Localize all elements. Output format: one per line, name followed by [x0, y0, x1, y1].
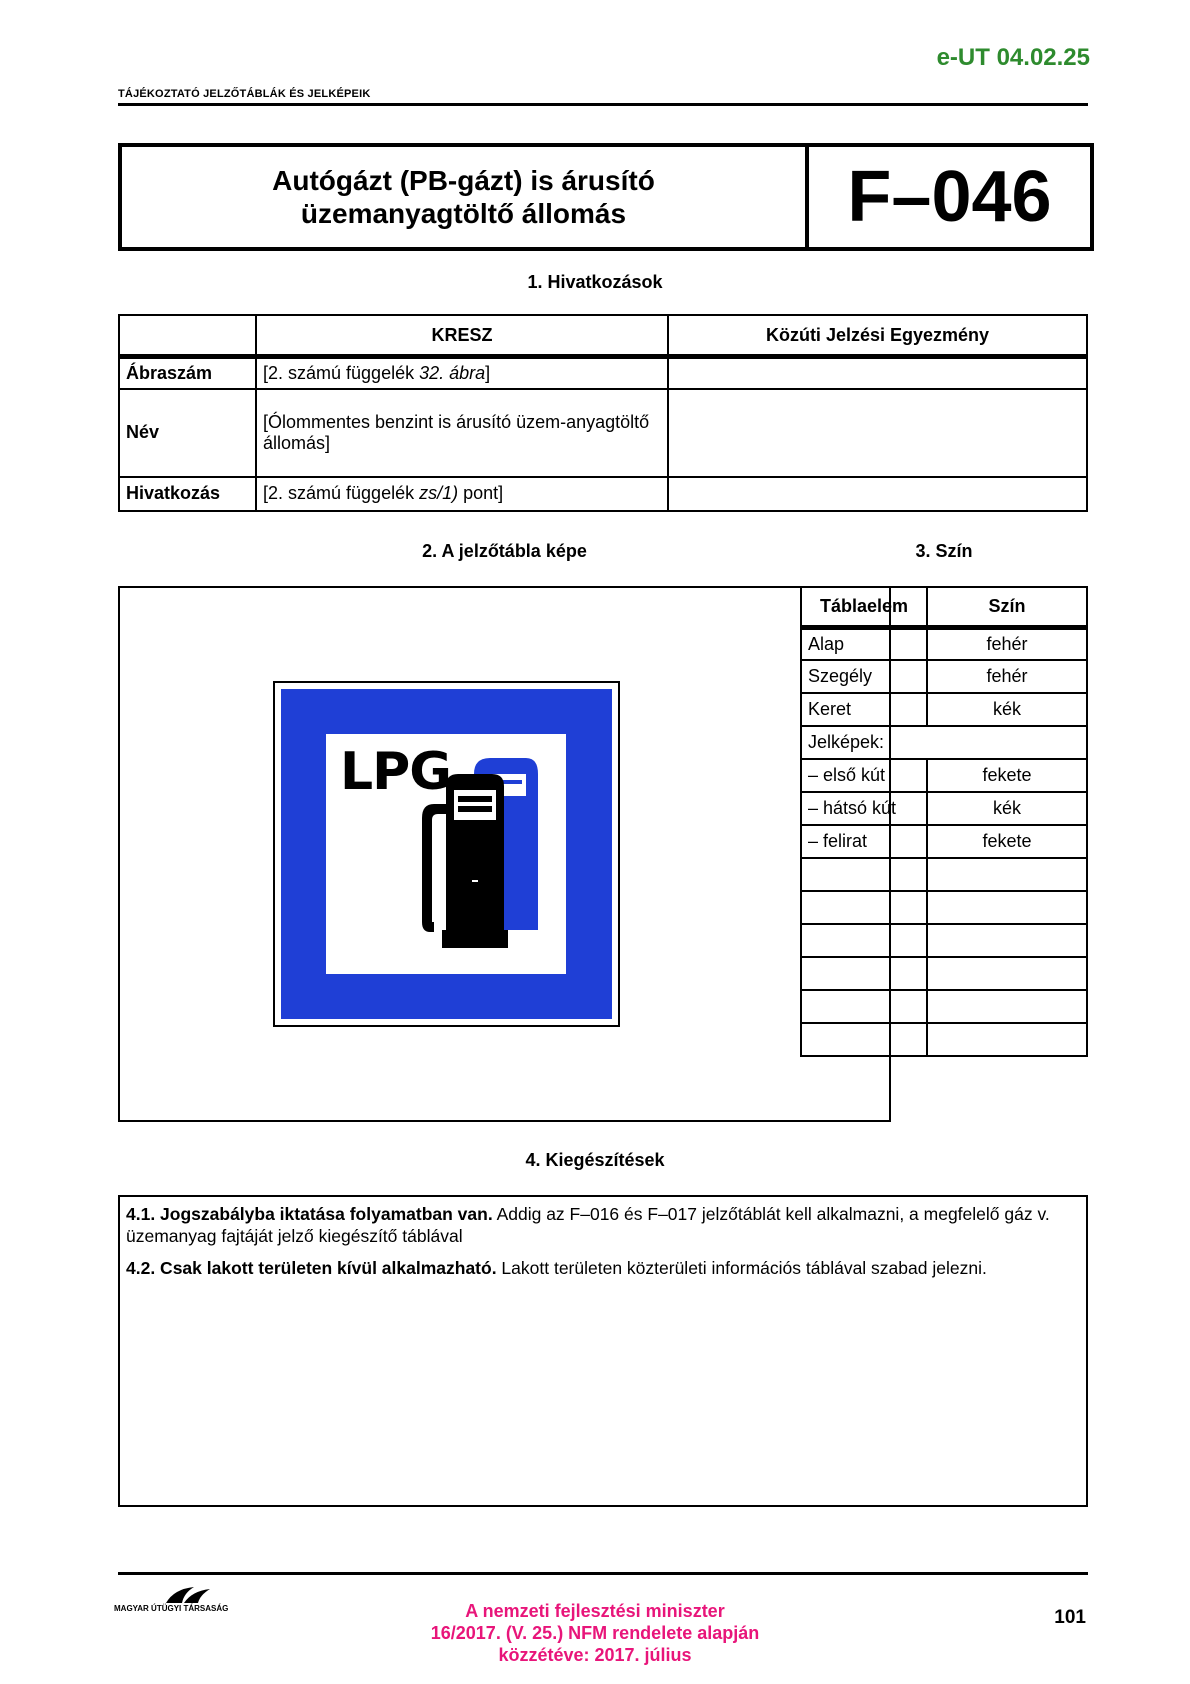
color-cell: [927, 990, 1087, 1023]
sign-code: F–046: [847, 157, 1052, 237]
section-header: TÁJÉKOZTATÓ JELZŐTÁBLÁK ÉS JELKÉPEIK: [118, 88, 371, 100]
element-cell: Jelképek:: [801, 726, 1087, 759]
row-label: Hivatkozás: [119, 477, 256, 511]
table-row: [801, 990, 1087, 1023]
egyezmeny-cell: [668, 357, 1087, 389]
sign-title-line2: üzemanyagtöltő állomás: [300, 198, 627, 229]
color-cell: [927, 891, 1087, 924]
color-cell: [927, 957, 1087, 990]
element-cell: Keret: [801, 693, 927, 726]
table-row: [801, 759, 1087, 792]
references-heading: 1. Hivatkozások: [527, 272, 663, 292]
document-code: e-UT 04.02.25: [936, 44, 1090, 71]
supplement-item: 4.1. Jogszabályba iktatása folyamatban van. Addig az F–016 és F–017 jelzőtáblát kell alkalmazni, a megfelelő gáz v. üzemanyag fajtáját jelző kiegészítő táblával: [126, 1204, 1050, 1246]
color-cell: fekete: [927, 825, 1087, 858]
header-divider: [118, 103, 1088, 106]
color-table: [800, 586, 1088, 1057]
table-row: [119, 389, 1087, 477]
element-cell: [801, 858, 927, 891]
sign-image-heading: 2. A jelzőtábla képe: [422, 541, 587, 561]
references-table: [118, 314, 1088, 512]
table-row: [801, 627, 1087, 660]
supplement-item: 4.2. Csak lakott területen kívül alkalmazható. Lakott területen közterületi információs táblával szabad jelezni.: [126, 1258, 987, 1278]
supplements-heading: 4. Kiegészítések: [525, 1150, 665, 1170]
table-row: [801, 1023, 1087, 1056]
color-cell: [927, 858, 1087, 891]
row-label: Ábraszám: [119, 357, 256, 389]
color-header: Szín: [927, 587, 1087, 627]
color-cell: fekete: [927, 759, 1087, 792]
element-cell: – felirat: [801, 825, 927, 858]
color-cell: fehér: [927, 660, 1087, 693]
table-row: [801, 858, 1087, 891]
element-cell: [801, 924, 927, 957]
table-row: [801, 924, 1087, 957]
color-cell: kék: [927, 693, 1087, 726]
element-cell: Alap: [801, 627, 927, 660]
element-header: Táblaelem: [801, 587, 927, 627]
table-row: [801, 726, 1087, 759]
kresz-cell: [Ólommentes benzint is árusító üzem-anyagtöltő állomás]: [256, 389, 668, 477]
element-cell: Szegély: [801, 660, 927, 693]
sign-title: [122, 147, 809, 247]
element-cell: [801, 957, 927, 990]
empty-header-cell: [119, 315, 256, 357]
table-row: [119, 477, 1087, 511]
table-row: [801, 825, 1087, 858]
row-label: Név: [119, 389, 256, 477]
table-row: [801, 693, 1087, 726]
element-cell: – hátsó kút: [801, 792, 927, 825]
svg-text:MAGYAR ÚTÜGYI TÁRSASÁG: MAGYAR ÚTÜGYI TÁRSASÁG: [114, 1604, 229, 1613]
egyezmeny-header: Közúti Jelzési Egyezmény: [668, 315, 1087, 357]
color-cell: [927, 924, 1087, 957]
table-row: [801, 660, 1087, 693]
kresz-header: KRESZ: [256, 315, 668, 357]
title-box: [118, 143, 1094, 251]
element-cell: [801, 891, 927, 924]
sign-title-line1: Autógázt (PB-gázt) is árusító: [272, 165, 655, 196]
sign-white-field: [326, 734, 566, 974]
publisher-logo-icon: [114, 1583, 274, 1613]
footer-divider: [118, 1572, 1088, 1575]
element-cell: – első kút: [801, 759, 927, 792]
element-cell: [801, 990, 927, 1023]
table-row: [801, 792, 1087, 825]
kresz-cell: [2. számú függelék zs/1) pont]: [256, 477, 668, 511]
egyezmeny-cell: [668, 477, 1087, 511]
element-cell: [801, 1023, 927, 1056]
supplements-box: [118, 1195, 1088, 1507]
sign-lpg-text: LPG: [340, 742, 451, 802]
color-header-row: [801, 587, 1087, 627]
table-row: [801, 957, 1087, 990]
table-row: [119, 357, 1087, 389]
publisher-note: A nemzeti fejlesztési miniszter 16/2017. (V. 25.) NFM rendelete alapján közzétéve: 2017. július: [430, 1601, 760, 1665]
page-number: 101: [1054, 1607, 1086, 1628]
color-cell: [927, 1023, 1087, 1056]
kresz-cell: [2. számú függelék 32. ábra]: [256, 357, 668, 389]
color-heading: 3. Szín: [915, 541, 973, 561]
egyezmeny-cell: [668, 389, 1087, 477]
color-cell: kék: [927, 792, 1087, 825]
color-cell: fehér: [927, 627, 1087, 660]
table-row: [801, 891, 1087, 924]
references-header-row: [119, 315, 1087, 357]
